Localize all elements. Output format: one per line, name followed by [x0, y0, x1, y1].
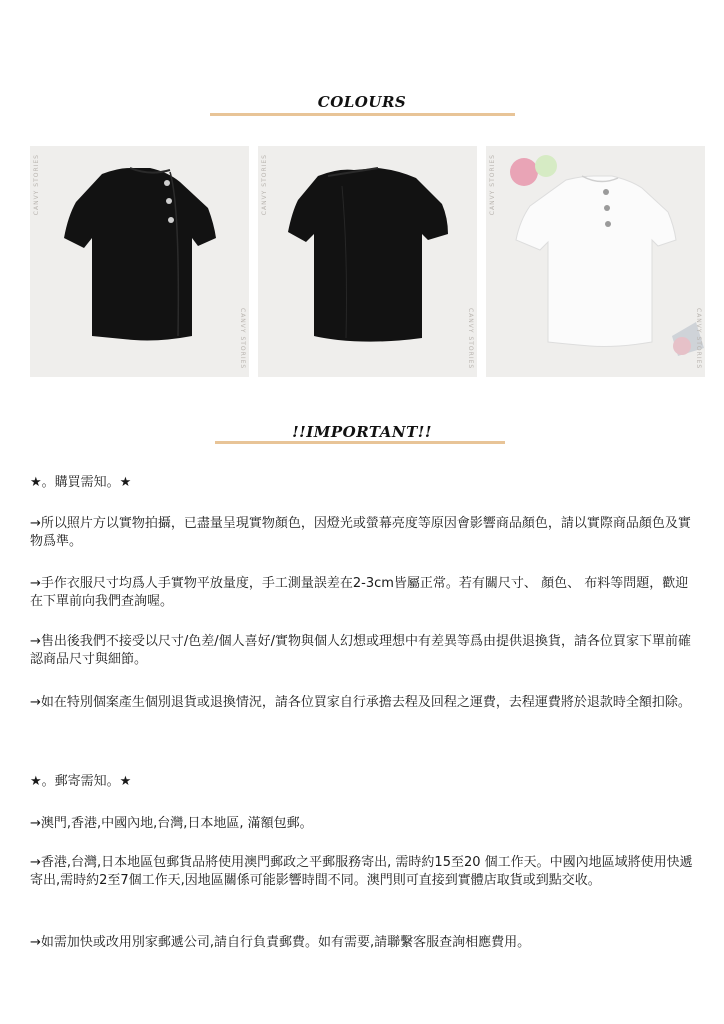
product-photo-white-front — [486, 146, 705, 377]
colours-heading: COLOURS — [317, 93, 407, 111]
shipping-title: ★。郵寄需知。★ — [30, 774, 132, 789]
watermark: CANVY STORIES — [33, 154, 40, 216]
colours-divider — [210, 113, 515, 116]
product-photo-black-front — [30, 146, 249, 377]
product-photo-black-back — [258, 146, 477, 377]
important-divider — [215, 441, 505, 444]
shipping-note-3: →如需加快或改用別家郵遞公司,請自行負責郵費。如有需要,請聯繫客服查詢相應費用。 — [30, 935, 531, 950]
purchase-note-3: →售出後我們不接受以尺寸/色差/個人喜好/實物與個人幻想或理想中有差異等爲由提供退換貨，請各位買家下單前確認商品尺寸與細節。 — [30, 634, 692, 667]
purchase-note-1: →所以照片方以實物拍攝，已盡量呈現實物顏色，因燈光或螢幕亮度等原因會影響商品顏色，請以實際商品顏色及實物爲準。 — [30, 516, 691, 549]
watermark: CANVY STORIES — [489, 154, 496, 216]
watermark: CANVY STORIES — [467, 307, 474, 369]
purchase-note-4: →如在特別個案產生個別退貨或退換情況，請各位買家自行承擔去程及回程之運費，去程運費將於退款時全額扣除。 — [30, 695, 691, 710]
white-top-front-image — [486, 146, 705, 377]
watermark: CANVY STORIES — [695, 307, 702, 369]
watermark: CANVY STORIES — [261, 154, 268, 216]
watermark: CANVY STORIES — [239, 307, 246, 369]
purchase-title: ★。購買需知。★ — [30, 475, 132, 490]
important-heading: !!IMPORTANT!! — [292, 423, 432, 441]
shipping-note-1: →澳門,香港,中國內地,台灣,日本地區, 滿額包郵。 — [30, 816, 313, 831]
black-top-back-image — [258, 146, 477, 377]
black-top-front-image — [30, 146, 249, 377]
shipping-note-2: →香港,台灣,日本地區包郵貨品將使用澳門郵政之平郵服務寄出, 需時約15至20 個工作天。中國內地區域將使用快遞寄出,需時約2至7個工作天,因地區關係可能影響時間不同。澳門則可直接到實體店取貨或到點交收。 — [30, 855, 693, 888]
purchase-note-2: →手作衣服尺寸均爲人手實物平放量度，手工測量誤差在2-3cm皆屬正常。若有關尺寸、 顏色、 布料等問題，歡迎在下單前向我們查詢喔。 — [30, 576, 689, 609]
